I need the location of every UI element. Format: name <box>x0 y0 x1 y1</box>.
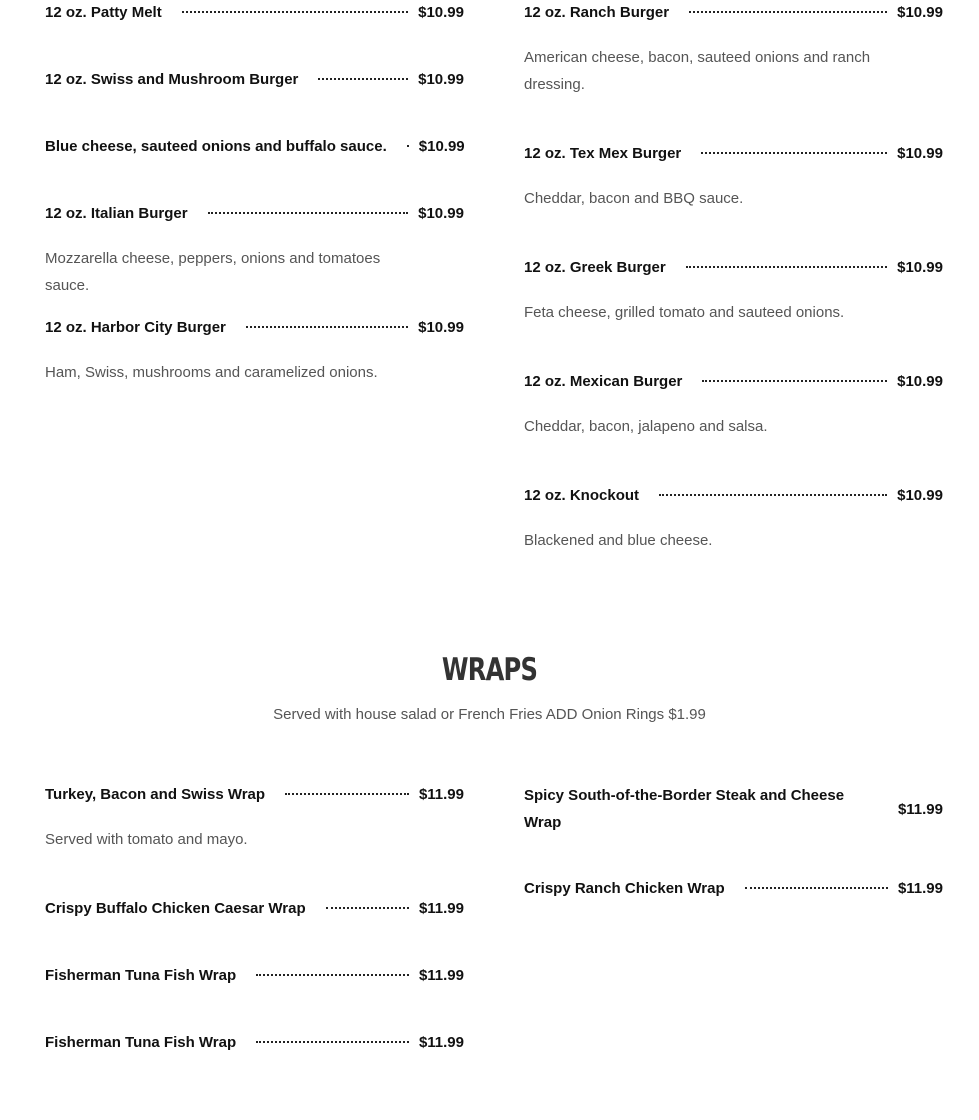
menu-item-price: $10.99 <box>418 318 464 336</box>
menu-item-row <box>524 876 943 900</box>
menu-item-price: $10.99 <box>418 3 464 21</box>
menu-item <box>45 67 464 91</box>
menu-item-price: $11.99 <box>418 785 464 803</box>
menu-item-row <box>45 201 464 225</box>
menu-item-description: Cheddar, bacon and BBQ sauce. <box>524 190 744 207</box>
menu-item-row <box>45 782 464 806</box>
dot-leader <box>702 380 887 382</box>
menu-item-price: $11.99 <box>418 899 464 917</box>
menu-item-row <box>524 369 943 393</box>
menu-item-row <box>45 963 464 987</box>
menu-item <box>524 141 943 207</box>
menu-item-price: $11.99 <box>418 1033 464 1051</box>
menu-item-name: 12 oz. Italian Burger <box>45 204 188 222</box>
menu-item-row <box>524 483 943 507</box>
menu-item-name: 12 oz. Ranch Burger <box>524 3 670 21</box>
menu-item-name: Fisherman Tuna Fish Wrap <box>45 966 237 984</box>
menu-item-name: Turkey, Bacon and Swiss Wrap <box>45 785 266 803</box>
dot-leader <box>256 1041 409 1043</box>
menu-item <box>45 963 464 987</box>
menu-item <box>45 1030 464 1054</box>
menu-item-price: $10.99 <box>418 204 464 222</box>
menu-item-name: Spicy South-of-the-Border Steak and Cheese Wrap <box>524 787 845 831</box>
dot-leader <box>689 11 887 13</box>
menu-item-description: Ham, Swiss, mushrooms and caramelized onions. <box>45 364 378 381</box>
menu-item-row <box>524 141 943 165</box>
menu-item-name: Crispy Ranch Chicken Wrap <box>524 879 725 897</box>
menu-item-price: $11.99 <box>418 966 464 984</box>
dot-leader <box>318 78 408 80</box>
menu-item-row <box>45 1030 464 1054</box>
menu-item <box>524 0 943 93</box>
menu-item-description: Served with tomato and mayo. <box>45 831 248 848</box>
menu-item-name: Crispy Buffalo Chicken Caesar Wrap <box>45 899 306 917</box>
dot-leader <box>659 494 887 496</box>
menu-item <box>524 876 943 900</box>
menu-item-row <box>45 0 464 24</box>
menu-item-name: Blue cheese, sauteed onions and buffalo sauce. <box>45 137 387 155</box>
dot-leader <box>701 152 887 154</box>
dot-leader <box>407 145 409 147</box>
menu-item-row <box>524 0 943 24</box>
menu-item-name: 12 oz. Mexican Burger <box>524 372 683 390</box>
menu-item-row <box>524 782 943 836</box>
section-title-wraps: WRAPS <box>441 652 538 688</box>
menu-item <box>45 201 464 294</box>
menu-item-price: $10.99 <box>897 372 943 390</box>
menu-item-name: 12 oz. Patty Melt <box>45 3 162 21</box>
menu-item-price: $10.99 <box>897 3 943 21</box>
menu-item <box>524 782 943 836</box>
menu-item-price: $10.99 <box>897 486 943 504</box>
menu-item-name: 12 oz. Harbor City Burger <box>45 318 226 336</box>
menu-item-description: Cheddar, bacon, jalapeno and salsa. <box>524 418 768 435</box>
dot-leader <box>246 326 408 328</box>
menu-item-price: $10.99 <box>897 144 943 162</box>
dot-leader <box>285 793 409 795</box>
dot-leader <box>208 212 409 214</box>
dot-leader <box>326 907 409 909</box>
menu-item <box>45 782 464 848</box>
menu-item-row <box>45 315 464 339</box>
menu-item-row <box>45 67 464 91</box>
menu-item <box>524 255 943 321</box>
menu-item-price: $10.99 <box>897 258 943 276</box>
menu-item-price: $11.99 <box>897 800 943 818</box>
menu-item-name: 12 oz. Knockout <box>524 486 640 504</box>
section-subtitle: Served with house salad or French Fries ADD Onion Rings $1.99 <box>273 706 706 723</box>
menu-item-name: 12 oz. Tex Mex Burger <box>524 144 682 162</box>
dot-leader <box>686 266 887 268</box>
menu-item <box>524 483 943 549</box>
menu-item-description: Blackened and blue cheese. <box>524 532 713 549</box>
dot-leader <box>745 887 888 889</box>
dot-leader <box>256 974 409 976</box>
menu-item-name: 12 oz. Swiss and Mushroom Burger <box>45 70 299 88</box>
menu-item-row <box>45 896 464 920</box>
menu-item-description: Mozzarella cheese, peppers, onions and tomatoes sauce. <box>45 250 381 294</box>
menu-item-price: $11.99 <box>897 879 943 897</box>
menu-item <box>45 896 464 920</box>
menu-item <box>45 315 464 381</box>
menu-item-name: Fisherman Tuna Fish Wrap <box>45 1033 237 1051</box>
menu-item-name: 12 oz. Greek Burger <box>524 258 666 276</box>
menu-item <box>524 369 943 435</box>
dot-leader <box>182 11 408 13</box>
menu-item-description: Feta cheese, grilled tomato and sauteed onions. <box>524 304 845 321</box>
menu-item-row <box>524 255 943 279</box>
menu-item-price: $10.99 <box>418 137 465 155</box>
menu-item-row <box>45 134 464 158</box>
menu-item-price: $10.99 <box>418 70 464 88</box>
menu-item-description: American cheese, bacon, sauteed onions and ranch dressing. <box>524 49 871 93</box>
menu-item <box>45 134 464 158</box>
menu-item <box>45 0 464 24</box>
